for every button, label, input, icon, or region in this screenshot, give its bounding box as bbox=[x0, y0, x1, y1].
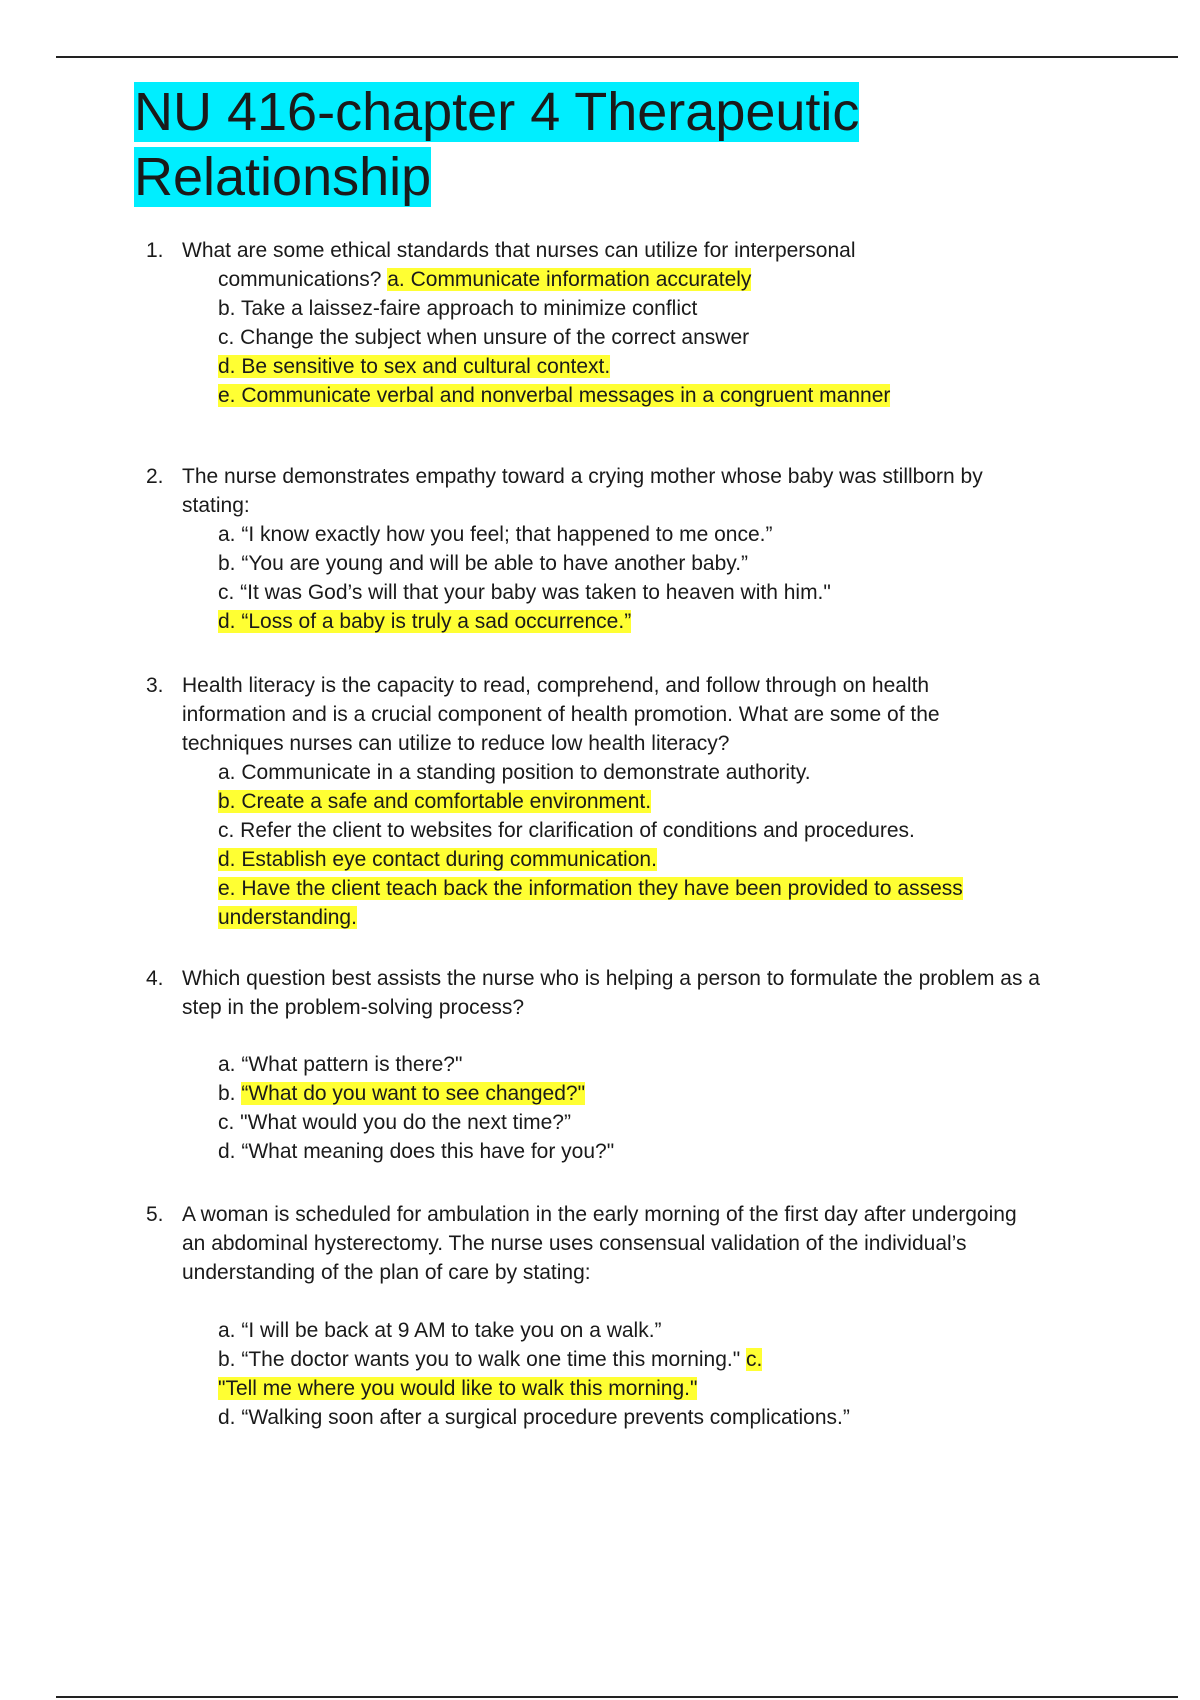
correct-answer: d. “Loss of a baby is truly a sad occurrence.” bbox=[218, 610, 632, 633]
question-number: 5. bbox=[146, 1203, 164, 1226]
answer-option: c. “It was God’s will that your baby was taken to heaven with him." bbox=[218, 581, 831, 604]
answer-option: c. Change the subject when unsure of the correct answer bbox=[218, 326, 750, 349]
answer-option: a. “I will be back at 9 AM to take you on a walk.” bbox=[218, 1319, 662, 1342]
question-number: 3. bbox=[146, 674, 164, 697]
top-rule bbox=[56, 56, 1178, 58]
question-number: 4. bbox=[146, 967, 164, 990]
correct-answer: a. Communicate information accurately bbox=[387, 268, 752, 291]
correct-answer: d. Be sensitive to sex and cultural context. bbox=[218, 355, 611, 378]
question-stem: What are some ethical standards that nurses can utilize for interpersonal communications? a. Communicate information accurately bbox=[182, 239, 856, 291]
correct-answer: e. Communicate verbal and nonverbal messages in a congruent manner bbox=[218, 384, 891, 407]
answer-option: c. Refer the client to websites for clarification of conditions and procedures. bbox=[218, 819, 915, 842]
answer-option-letter: b. bbox=[218, 1082, 236, 1105]
answer-options bbox=[218, 758, 1018, 932]
question-number: 1. bbox=[146, 239, 164, 262]
answer-option: d. “What meaning does this have for you?" bbox=[218, 1140, 615, 1163]
bottom-rule bbox=[56, 1696, 1178, 1698]
answer-option: d. “Walking soon after a surgical procedure prevents complications.” bbox=[218, 1406, 850, 1429]
answer-option: a. “What pattern is there?" bbox=[218, 1053, 463, 1076]
correct-answer: b. Create a safe and comfortable environment. bbox=[218, 790, 652, 813]
answer-option: b. “The doctor wants you to walk one time this morning." bbox=[218, 1348, 741, 1371]
answer-options bbox=[218, 520, 838, 636]
answer-options bbox=[218, 294, 1058, 410]
question-stem: Which question best assists the nurse who is helping a person to formulate the problem as a step in the problem-solving process? bbox=[182, 967, 1040, 1019]
question-stem: Health literacy is the capacity to read, comprehend, and follow through on health information and is a crucial component of health promotion. What are some of the techniques nurses can utilize to reduce low health literacy? bbox=[182, 674, 940, 755]
document-title: NU 416-chapter 4 Therapeutic Relationship bbox=[134, 82, 860, 207]
question-number: 2. bbox=[146, 465, 164, 488]
question-stem: The nurse demonstrates empathy toward a crying mother whose baby was stillborn by stating: bbox=[182, 465, 983, 517]
correct-answer: d. Establish eye contact during communication. bbox=[218, 848, 657, 871]
correct-answer: e. Have the client teach back the information they have been provided to assess understanding. bbox=[218, 877, 963, 929]
correct-answer: c. "Tell me where you would like to walk this morning." bbox=[218, 1348, 763, 1400]
answer-option: b. “You are young and will be able to have another baby.” bbox=[218, 552, 749, 575]
question-stem: A woman is scheduled for ambulation in the early morning of the first day after undergoing an abdominal hysterectomy. The nurse uses consensual validation of the individual’s understanding of the plan of care by stating: bbox=[182, 1203, 1017, 1284]
answer-option: b. Take a laissez-faire approach to minimize conflict bbox=[218, 297, 698, 320]
answer-options bbox=[218, 1316, 850, 1432]
answer-option: a. “I know exactly how you feel; that happened to me once.” bbox=[218, 523, 773, 546]
answer-options bbox=[218, 1050, 1058, 1166]
answer-option: a. Communicate in a standing position to demonstrate authority. bbox=[218, 761, 811, 784]
correct-answer: “What do you want to see changed?" bbox=[241, 1082, 586, 1105]
answer-option: c. "What would you do the next time?” bbox=[218, 1111, 571, 1134]
